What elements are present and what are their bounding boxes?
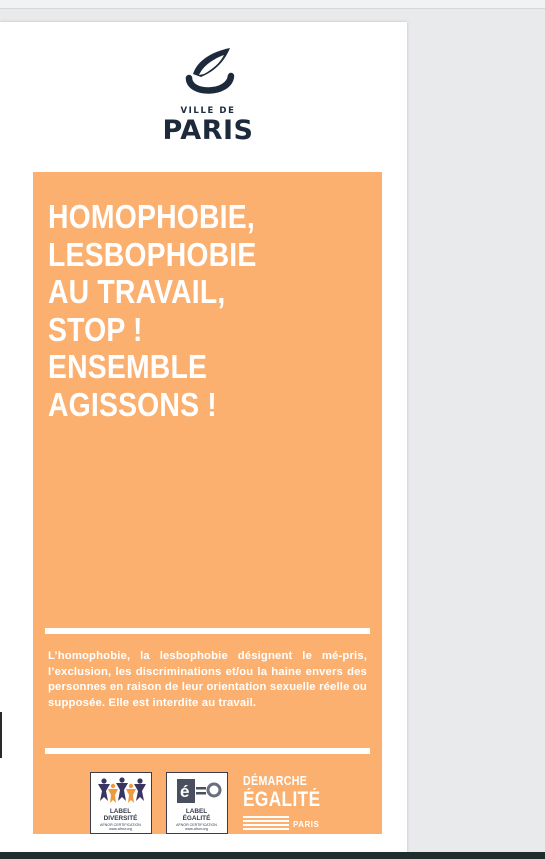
label-diversite-title2: DIVERSITÉ xyxy=(103,815,138,822)
label-egalite-title1: LABEL xyxy=(185,808,208,815)
left-edge-mark xyxy=(0,712,2,758)
label-diversite-sub2: www.afnor.org xyxy=(109,827,132,831)
paris-ship-icon xyxy=(175,44,243,106)
diversity-people-icon xyxy=(97,777,147,805)
document-page xyxy=(0,22,407,852)
label-egalite-sub1: AFNOR CERTIFICATION xyxy=(176,823,217,827)
divider-bottom xyxy=(45,748,370,754)
headline-line: AGISSONS ! xyxy=(48,385,217,423)
demarche-stripes xyxy=(243,816,289,830)
demarche-text: DÉMARCHE xyxy=(243,773,308,788)
paris-text: PARIS xyxy=(162,115,254,146)
label-diversite-title1: LABEL xyxy=(109,808,132,815)
viewer-bottom-bar xyxy=(0,852,545,859)
demarche-egalite-logo xyxy=(243,773,333,837)
ville-de-paris-logo xyxy=(150,44,266,154)
headline-line: ENSEMBLE xyxy=(48,348,208,385)
campaign-panel xyxy=(33,172,382,834)
egalite-text: ÉGALITÉ xyxy=(243,788,321,811)
labels-row xyxy=(90,772,330,836)
egalite-mark-icon xyxy=(173,777,223,805)
headline-line: HOMOPHOBIE, xyxy=(48,198,255,235)
headline-line: LESBOPHOBIE xyxy=(48,235,257,273)
label-egalite-title2: ÉGALITÉ xyxy=(182,815,211,822)
viewer-top-strip xyxy=(0,0,545,9)
divider-top xyxy=(45,628,370,634)
body-paragraph: L’homophobie, la lesbophobie désignent le mé-pris, l’exclusion, les discriminations et/ou la haine envers des personnes en raison de leur orientation sexuelle réelle ou supposée. Elle est interdite au travail. xyxy=(48,650,367,709)
headline xyxy=(48,198,368,423)
label-diversite-sub1: AFNOR CERTIFICATION xyxy=(100,823,141,827)
headline-line: STOP ! xyxy=(48,310,143,348)
label-egalite-sub2: www.afnor.org xyxy=(185,827,208,831)
label-diversite-logo xyxy=(90,772,152,834)
demarche-paris-text: PARIS xyxy=(293,820,320,829)
label-egalite-logo xyxy=(166,772,228,834)
headline-line: AU TRAVAIL, xyxy=(48,273,226,310)
svg-text:é: é xyxy=(180,782,190,801)
ville-de-text: VILLE DE xyxy=(180,106,236,116)
